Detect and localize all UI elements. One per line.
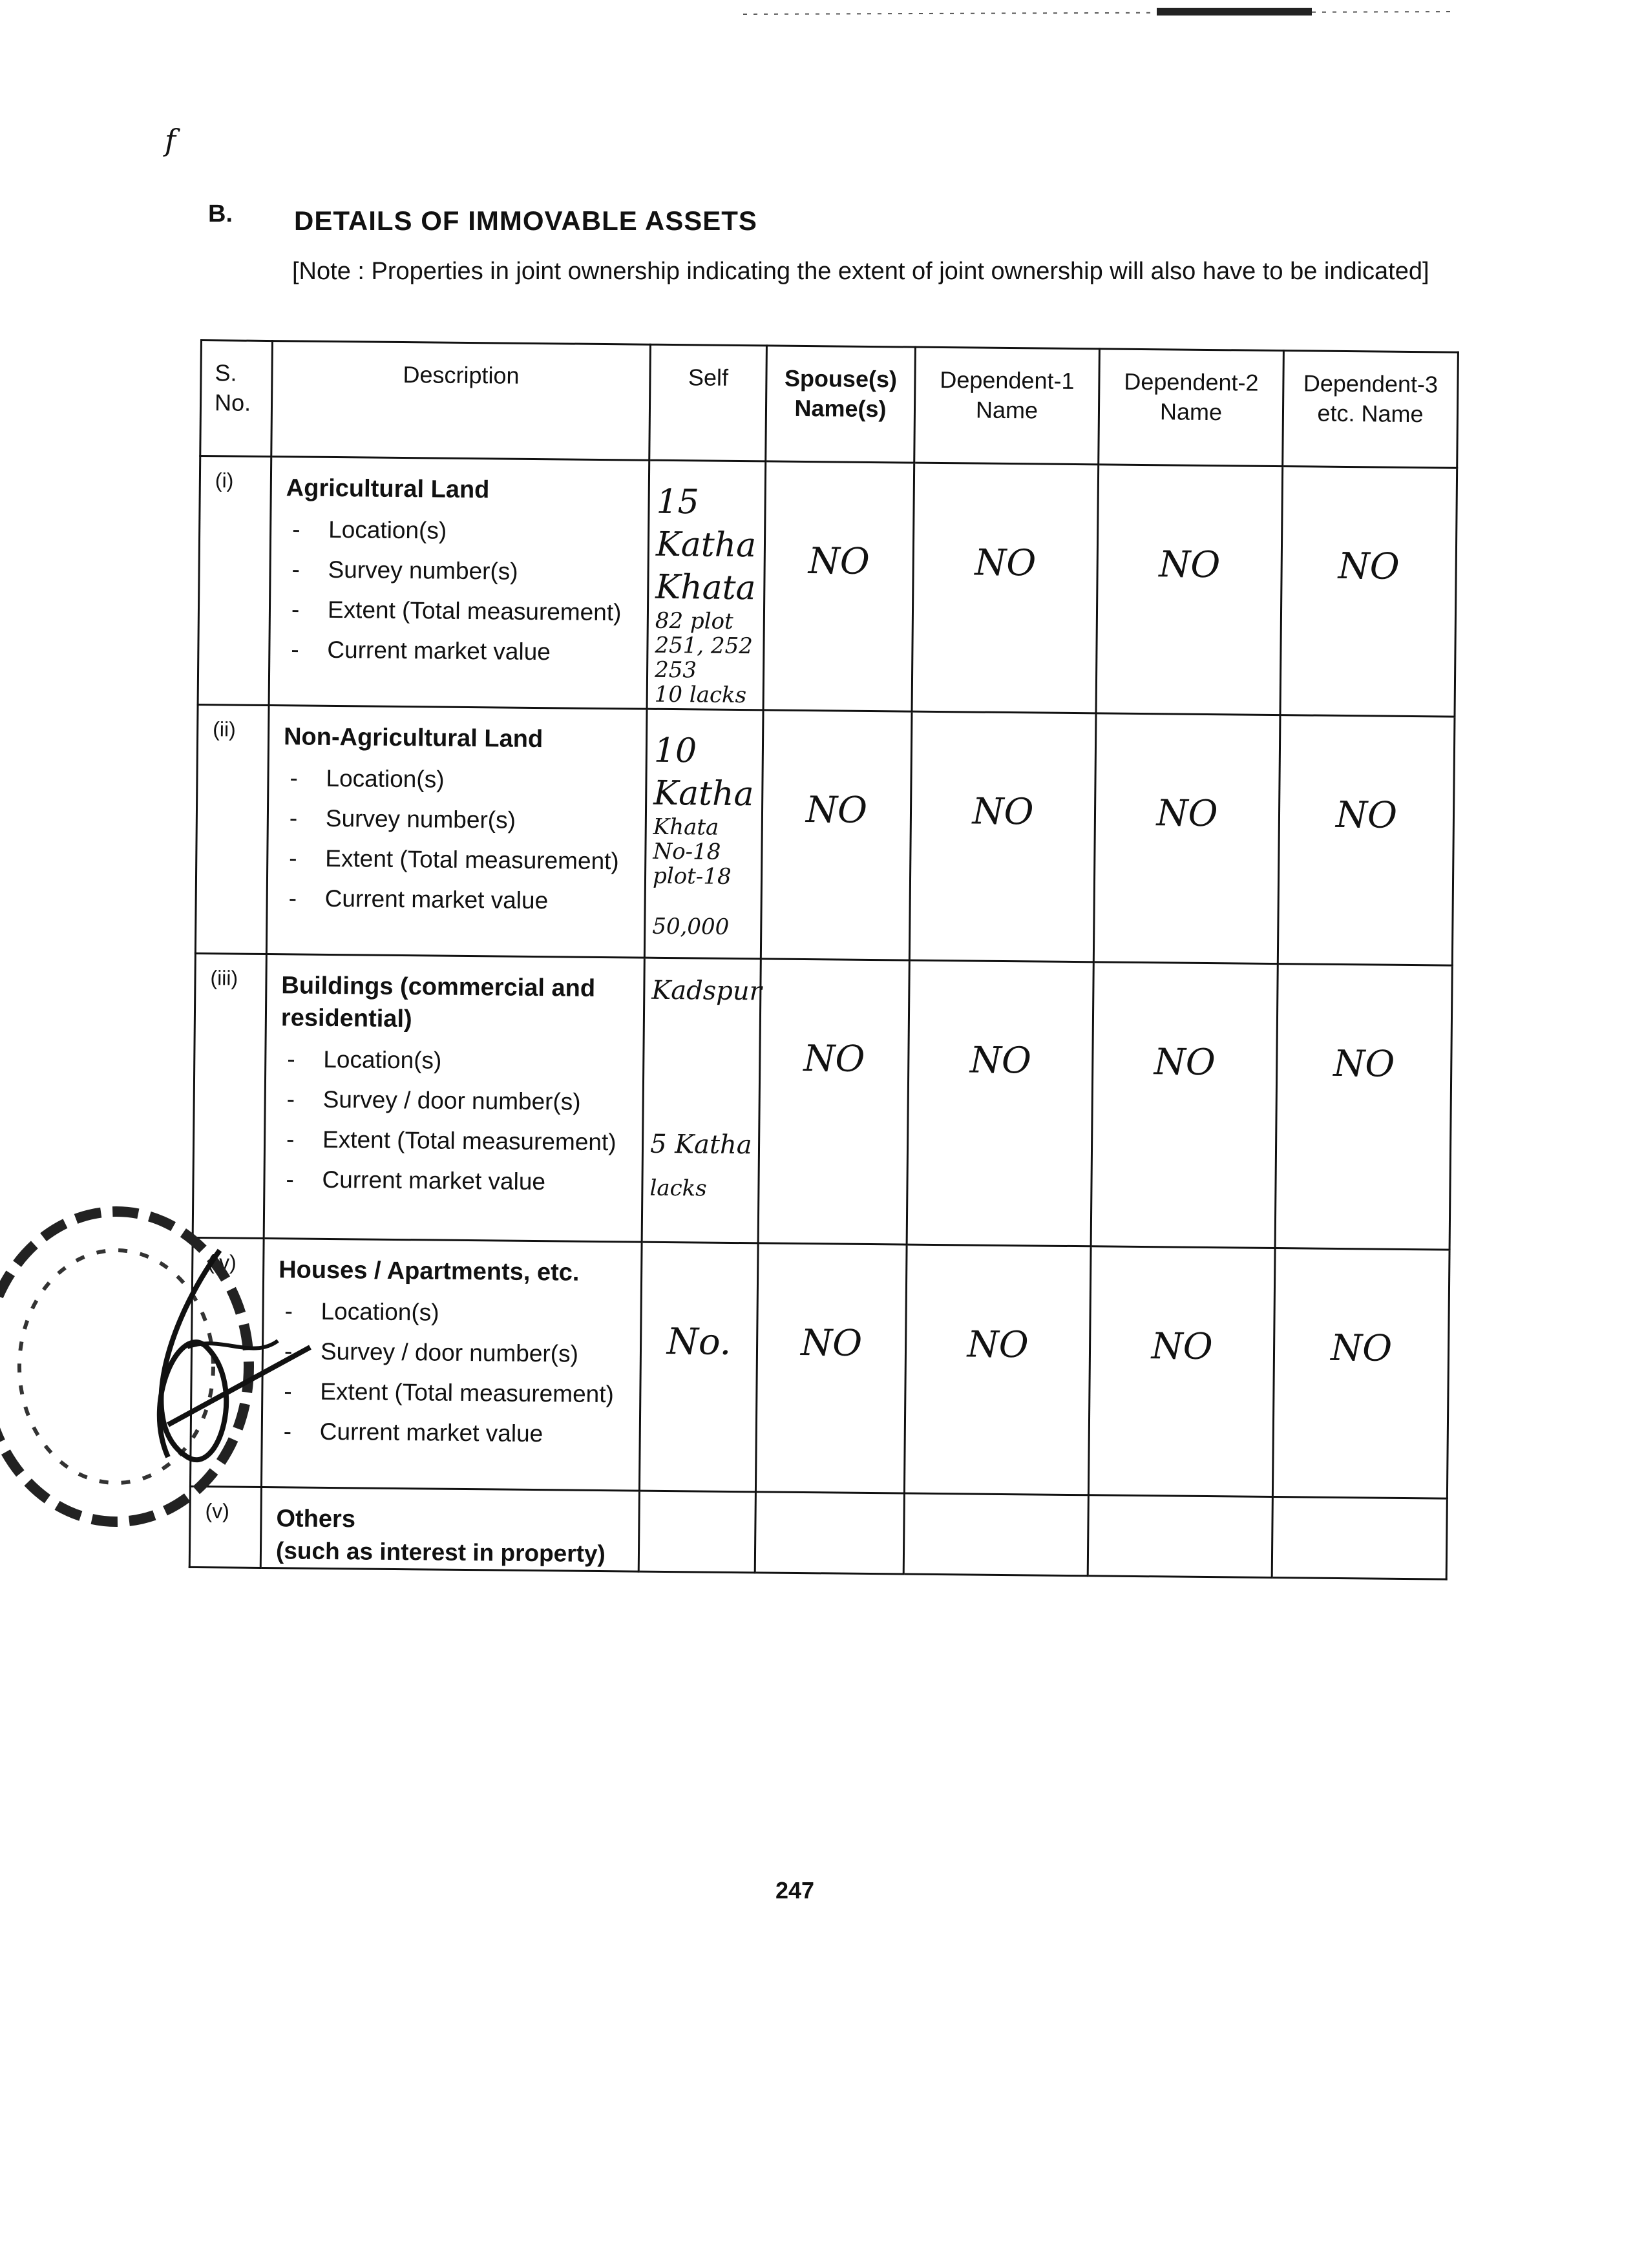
list-item: - Current market value (277, 1411, 639, 1454)
self-value: No. (639, 1242, 758, 1492)
list-item: - Extent (Total measurement) (282, 838, 645, 881)
handwritten-text: Khata (653, 814, 719, 841)
scan-artifact (743, 5, 1454, 22)
list-item: - Survey / door number(s) (280, 1079, 642, 1122)
row-title: Houses / Apartments, etc. (278, 1256, 580, 1286)
dependent-3-value: NO (1272, 1248, 1449, 1499)
handwritten-text: 5 Katha (649, 1129, 752, 1160)
handwritten-text: 10 (653, 731, 697, 771)
dependent-1-value: NO (912, 463, 1099, 713)
handwritten-text: lacks (649, 1175, 707, 1202)
row-title: Agricultural Land (286, 474, 490, 504)
dependent-2-value: NO (1096, 465, 1283, 715)
dependent-2-value: NO (1093, 713, 1280, 964)
header-description: Description (271, 341, 651, 461)
handwritten-text: No-18 (653, 838, 721, 865)
corner-mark: f (165, 123, 176, 158)
table-header-row (200, 341, 1459, 468)
table-row (198, 456, 1457, 717)
row-description (266, 706, 647, 958)
spouse-value: NO (763, 461, 914, 711)
self-value (647, 460, 766, 710)
row-sno: (ii) (195, 704, 269, 954)
dependent-1-value: NO (909, 711, 1096, 962)
handwritten-text: 10 lacks (654, 681, 747, 709)
header-dependent-3: Dependent-3 etc. Name (1283, 351, 1459, 468)
list-item: - Location(s) (278, 1291, 640, 1334)
list-item: - Survey / door number(s) (278, 1331, 640, 1374)
handwritten-text: 251, 252 (655, 632, 754, 660)
dependent-2-value (1088, 1495, 1272, 1578)
row-description (261, 1239, 642, 1491)
header-dependent-2: Dependent-2 Name (1099, 349, 1284, 467)
list-item: - Current market value (279, 1159, 642, 1202)
dependent-3-value: NO (1280, 467, 1457, 717)
row-sno: (i) (198, 456, 271, 706)
self-value (642, 958, 761, 1243)
row-description (264, 954, 644, 1243)
row-sno: (iv) (190, 1237, 264, 1487)
list-item: - Survey number(s) (285, 549, 648, 593)
list-item: - Location(s) (280, 1039, 643, 1082)
dependent-3-value: NO (1275, 964, 1452, 1250)
row-title: Buildings (commercial and residential) (280, 972, 596, 1033)
header-dependent-1: Dependent-1 Name (914, 347, 1100, 465)
dependent-1-value (903, 1493, 1088, 1576)
spouse-value (755, 1492, 904, 1574)
list-item: - Extent (Total measurement) (280, 1119, 642, 1162)
handwritten-text: plot-18 (652, 863, 732, 890)
table-row (190, 1237, 1449, 1498)
handwritten-text: Kadspur (651, 975, 762, 1007)
section-letter: B. (208, 200, 233, 227)
spouse-value: NO (761, 710, 912, 960)
handwritten-text: 15 (656, 482, 700, 522)
row-title: Non-Agricultural Land (283, 723, 543, 753)
list-item: - Location(s) (283, 758, 646, 801)
handwritten-text: 50,000 (652, 913, 730, 940)
list-item: - Extent (Total measurement) (277, 1371, 640, 1414)
table-row (195, 704, 1455, 965)
section-title: DETAILS OF IMMOVABLE ASSETS (294, 205, 757, 236)
handwritten-text: 82 plot (655, 607, 733, 635)
dependent-3-value (1272, 1497, 1447, 1580)
dependent-3-value: NO (1278, 715, 1455, 966)
list-item: - Location(s) (286, 509, 648, 552)
handwritten-text: Khata (655, 567, 756, 608)
list-item: - Survey number(s) (283, 798, 646, 841)
header-self: Self (649, 344, 767, 461)
handwritten-text: Katha (653, 773, 754, 814)
dependent-1-value: NO (904, 1244, 1091, 1495)
row-description (260, 1487, 639, 1571)
table-row (189, 1486, 1447, 1579)
row-sno: (iii) (193, 953, 266, 1238)
row-title: Others (276, 1505, 356, 1533)
page-number: 247 (775, 1877, 815, 1904)
row-subtitle: (such as interest in property) (275, 1537, 606, 1568)
row-description (269, 457, 649, 709)
list-item: - Current market value (282, 878, 644, 921)
spouse-value: NO (755, 1243, 907, 1493)
list-item: - Extent (Total measurement) (285, 589, 648, 633)
section-note: [Note : Properties in joint ownership indicating the extent of joint ownership will also have to be indicated] (292, 258, 1429, 285)
immovable-assets-table (189, 339, 1459, 1580)
row-sno: (v) (189, 1486, 261, 1568)
handwritten-text: 253 (654, 656, 697, 684)
dependent-1-value: NO (907, 960, 1093, 1246)
dependent-2-value: NO (1088, 1246, 1275, 1497)
spouse-value: NO (758, 959, 909, 1244)
self-value (644, 709, 763, 959)
table-row (193, 953, 1452, 1250)
header-sno: S. No. (200, 341, 273, 457)
handwritten-text: Katha (655, 525, 757, 565)
self-value (638, 1491, 755, 1573)
header-spouse: Spouse(s) Name(s) (766, 346, 916, 463)
dependent-2-value: NO (1091, 962, 1278, 1248)
list-item: - Current market value (284, 629, 647, 673)
